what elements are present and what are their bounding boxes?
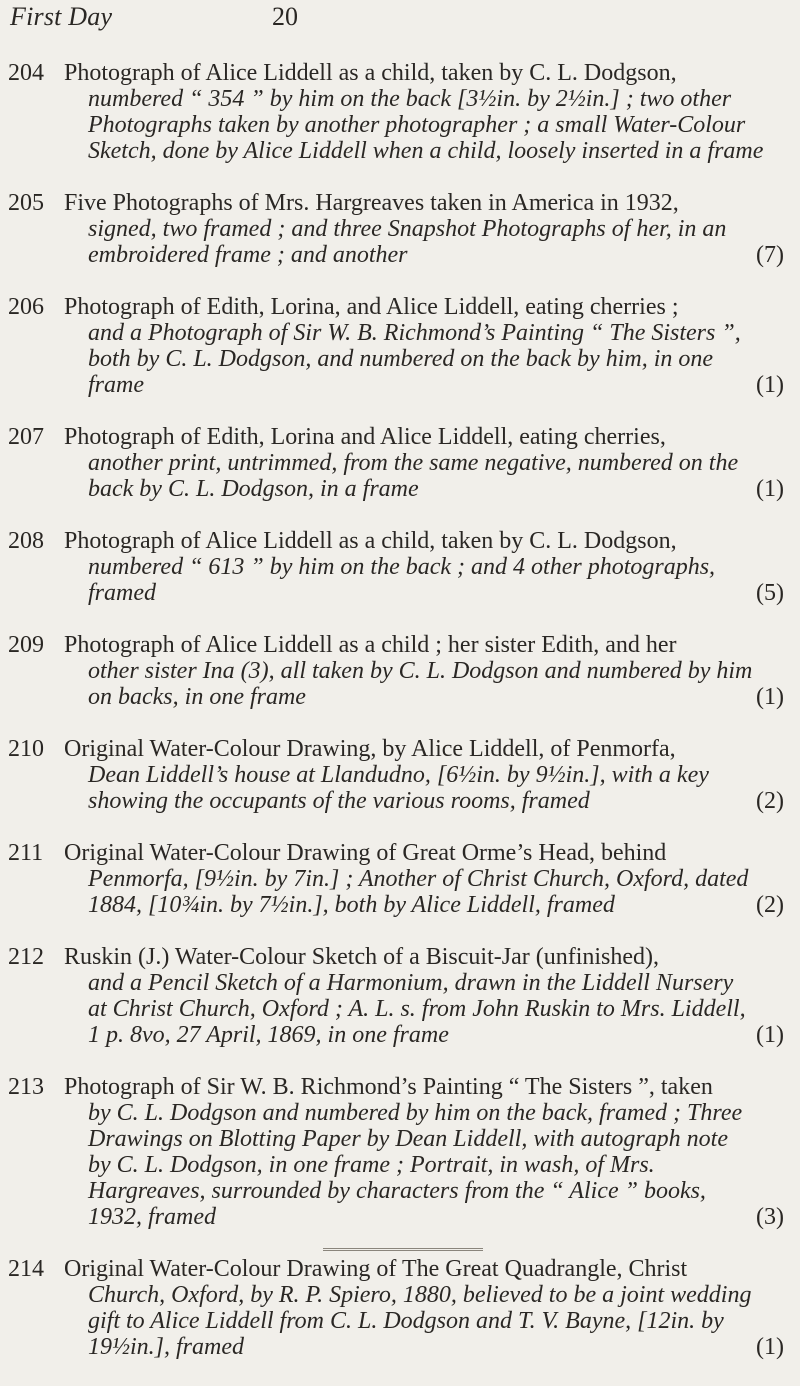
lot-entry bbox=[0, 190, 800, 268]
lot-first-line: Photograph of Edith, Lorina, and Alice Liddell, eating cherries ; bbox=[64, 294, 679, 320]
lot-quantity: (1) bbox=[756, 1334, 784, 1360]
lot-continuation-text: Church, Oxford, by R. P. Spiero, 1880, believed to be a joint wedding gift to Alice Liddell from C. L. Dodgson and T. V. Bayne, [12in. by 19½in.], framed bbox=[88, 1282, 752, 1360]
lot-first-line: Original Water-Colour Drawing, by Alice Liddell, of Penmorfa, bbox=[64, 736, 676, 762]
lot-entry bbox=[0, 944, 800, 1048]
lot-first-line: Original Water-Colour Drawing of Great Orme’s Head, behind bbox=[64, 840, 667, 866]
lot-number: 212 bbox=[8, 944, 44, 970]
lot-quantity: (1) bbox=[756, 372, 784, 398]
lot-entry bbox=[0, 424, 800, 502]
lot-quantity: (3) bbox=[756, 1204, 784, 1230]
lot-continuation bbox=[64, 762, 794, 814]
lot-description bbox=[64, 528, 794, 606]
lot-number: 213 bbox=[8, 1074, 44, 1100]
lot-entry bbox=[0, 60, 800, 164]
lot-continuation bbox=[64, 450, 794, 502]
lot-first-line: Photograph of Alice Liddell as a child, taken by C. L. Dodgson, bbox=[64, 528, 677, 554]
lot-description bbox=[64, 294, 794, 398]
lot-entry bbox=[0, 840, 800, 918]
lot-number: 204 bbox=[8, 60, 44, 86]
lot-quantity: (1) bbox=[756, 684, 784, 710]
lot-continuation-text: Dean Liddell’s house at Llandudno, [6½in. by 9½in.], with a key showing the occupants of the various rooms, framed bbox=[88, 762, 709, 814]
lot-description bbox=[64, 944, 794, 1048]
lot-continuation bbox=[64, 216, 794, 268]
lot-continuation bbox=[64, 554, 794, 606]
lot-continuation bbox=[64, 1100, 794, 1230]
lot-first-line: Photograph of Alice Liddell as a child ; her sister Edith, and her bbox=[64, 632, 677, 658]
lot-continuation bbox=[64, 970, 794, 1048]
lot-number: 210 bbox=[8, 736, 44, 762]
lot-quantity: (2) bbox=[756, 892, 784, 918]
lot-number: 214 bbox=[8, 1256, 44, 1282]
lot-number: 211 bbox=[8, 840, 44, 866]
lot-continuation-text: and a Pencil Sketch of a Harmonium, drawn in the Liddell Nursery at Christ Church, Oxford ; A. L. s. from John Ruskin to Mrs. Liddell, 1 p. 8vo, 27 April, 1869, in one frame bbox=[88, 970, 746, 1048]
lot-quantity: (1) bbox=[756, 476, 784, 502]
lot-description bbox=[64, 190, 794, 268]
lot-continuation-text: another print, untrimmed, from the same negative, numbered on the back by C. L. Dodgson, in a frame bbox=[88, 450, 739, 502]
lot-first-line: Photograph of Edith, Lorina and Alice Liddell, eating cherries, bbox=[64, 424, 666, 450]
lot-continuation-text: Penmorfa, [9½in. by 7in.] ; Another of Christ Church, Oxford, dated 1884, [10¾in. by 7½in.], both by Alice Liddell, framed bbox=[88, 866, 749, 918]
lot-quantity: (2) bbox=[756, 788, 784, 814]
lot-entry bbox=[0, 632, 800, 710]
lot-first-line: Photograph of Alice Liddell as a child, taken by C. L. Dodgson, bbox=[64, 60, 677, 86]
lot-description bbox=[64, 1256, 794, 1360]
lot-continuation bbox=[64, 1282, 794, 1360]
lot-list bbox=[0, 60, 800, 1386]
running-head: First Day bbox=[10, 2, 113, 31]
lot-description bbox=[64, 1074, 794, 1230]
lot-quantity: (7) bbox=[756, 242, 784, 268]
lot-entry bbox=[0, 294, 800, 398]
lot-number: 209 bbox=[8, 632, 44, 658]
lot-description bbox=[64, 736, 794, 814]
lot-continuation-text: numbered “ 354 ” by him on the back [3½in. by 2½in.] ; two other Photographs taken by another photographer ; a small Water-Colour Sketch, done by Alice Liddell when a child, loosely inserted in a frame bbox=[88, 86, 764, 164]
lot-first-line: Original Water-Colour Drawing of The Great Quadrangle, Christ bbox=[64, 1256, 688, 1282]
lot-continuation bbox=[64, 86, 794, 164]
lot-continuation-text: numbered “ 613 ” by him on the back ; and 4 other photographs, framed bbox=[88, 554, 716, 606]
lot-quantity: (5) bbox=[756, 580, 784, 606]
lot-number: 207 bbox=[8, 424, 44, 450]
lot-description bbox=[64, 60, 794, 164]
lot-first-line: Five Photographs of Mrs. Hargreaves taken in America in 1932, bbox=[64, 190, 679, 216]
lot-description bbox=[64, 632, 794, 710]
lot-entry bbox=[0, 1074, 800, 1230]
lot-continuation-text: and a Photograph of Sir W. B. Richmond’s Painting “ The Sisters ”, both by C. L. Dodgson, and numbered on the back by him, in one frame bbox=[88, 320, 741, 398]
lot-continuation-text: other sister Ina (3), all taken by C. L. Dodgson and numbered by him on backs, in one frame bbox=[88, 658, 753, 710]
lot-continuation bbox=[64, 658, 794, 710]
lot-entry bbox=[0, 528, 800, 606]
lot-description bbox=[64, 424, 794, 502]
lot-first-line: Ruskin (J.) Water-Colour Sketch of a Biscuit-Jar (unfinished), bbox=[64, 944, 660, 970]
page-number: 20 bbox=[272, 2, 298, 31]
lot-number: 206 bbox=[8, 294, 44, 320]
lot-description bbox=[64, 840, 794, 918]
lot-first-line: Photograph of Sir W. B. Richmond’s Painting “ The Sisters ”, taken bbox=[64, 1074, 713, 1100]
lot-entry bbox=[0, 736, 800, 814]
lot-number: 208 bbox=[8, 528, 44, 554]
lot-continuation-text: signed, two framed ; and three Snapshot Photographs of her, in an embroidered frame ; and another bbox=[88, 216, 727, 268]
lot-continuation bbox=[64, 320, 794, 398]
page-header bbox=[0, 0, 800, 40]
lot-continuation-text: by C. L. Dodgson and numbered by him on the back, framed ; Three Drawings on Blotting Paper by Dean Liddell, with autograph note by C. L. Dodgson, in one frame ; Portrait, in wash, of Mrs. Hargreaves, surrounded by characters from the “ Alice ” books, 1932, framed bbox=[88, 1100, 743, 1230]
lot-continuation bbox=[64, 866, 794, 918]
lot-number: 205 bbox=[8, 190, 44, 216]
end-rule bbox=[323, 1248, 483, 1251]
lot-quantity: (1) bbox=[756, 1022, 784, 1048]
lot-entry bbox=[0, 1256, 800, 1360]
